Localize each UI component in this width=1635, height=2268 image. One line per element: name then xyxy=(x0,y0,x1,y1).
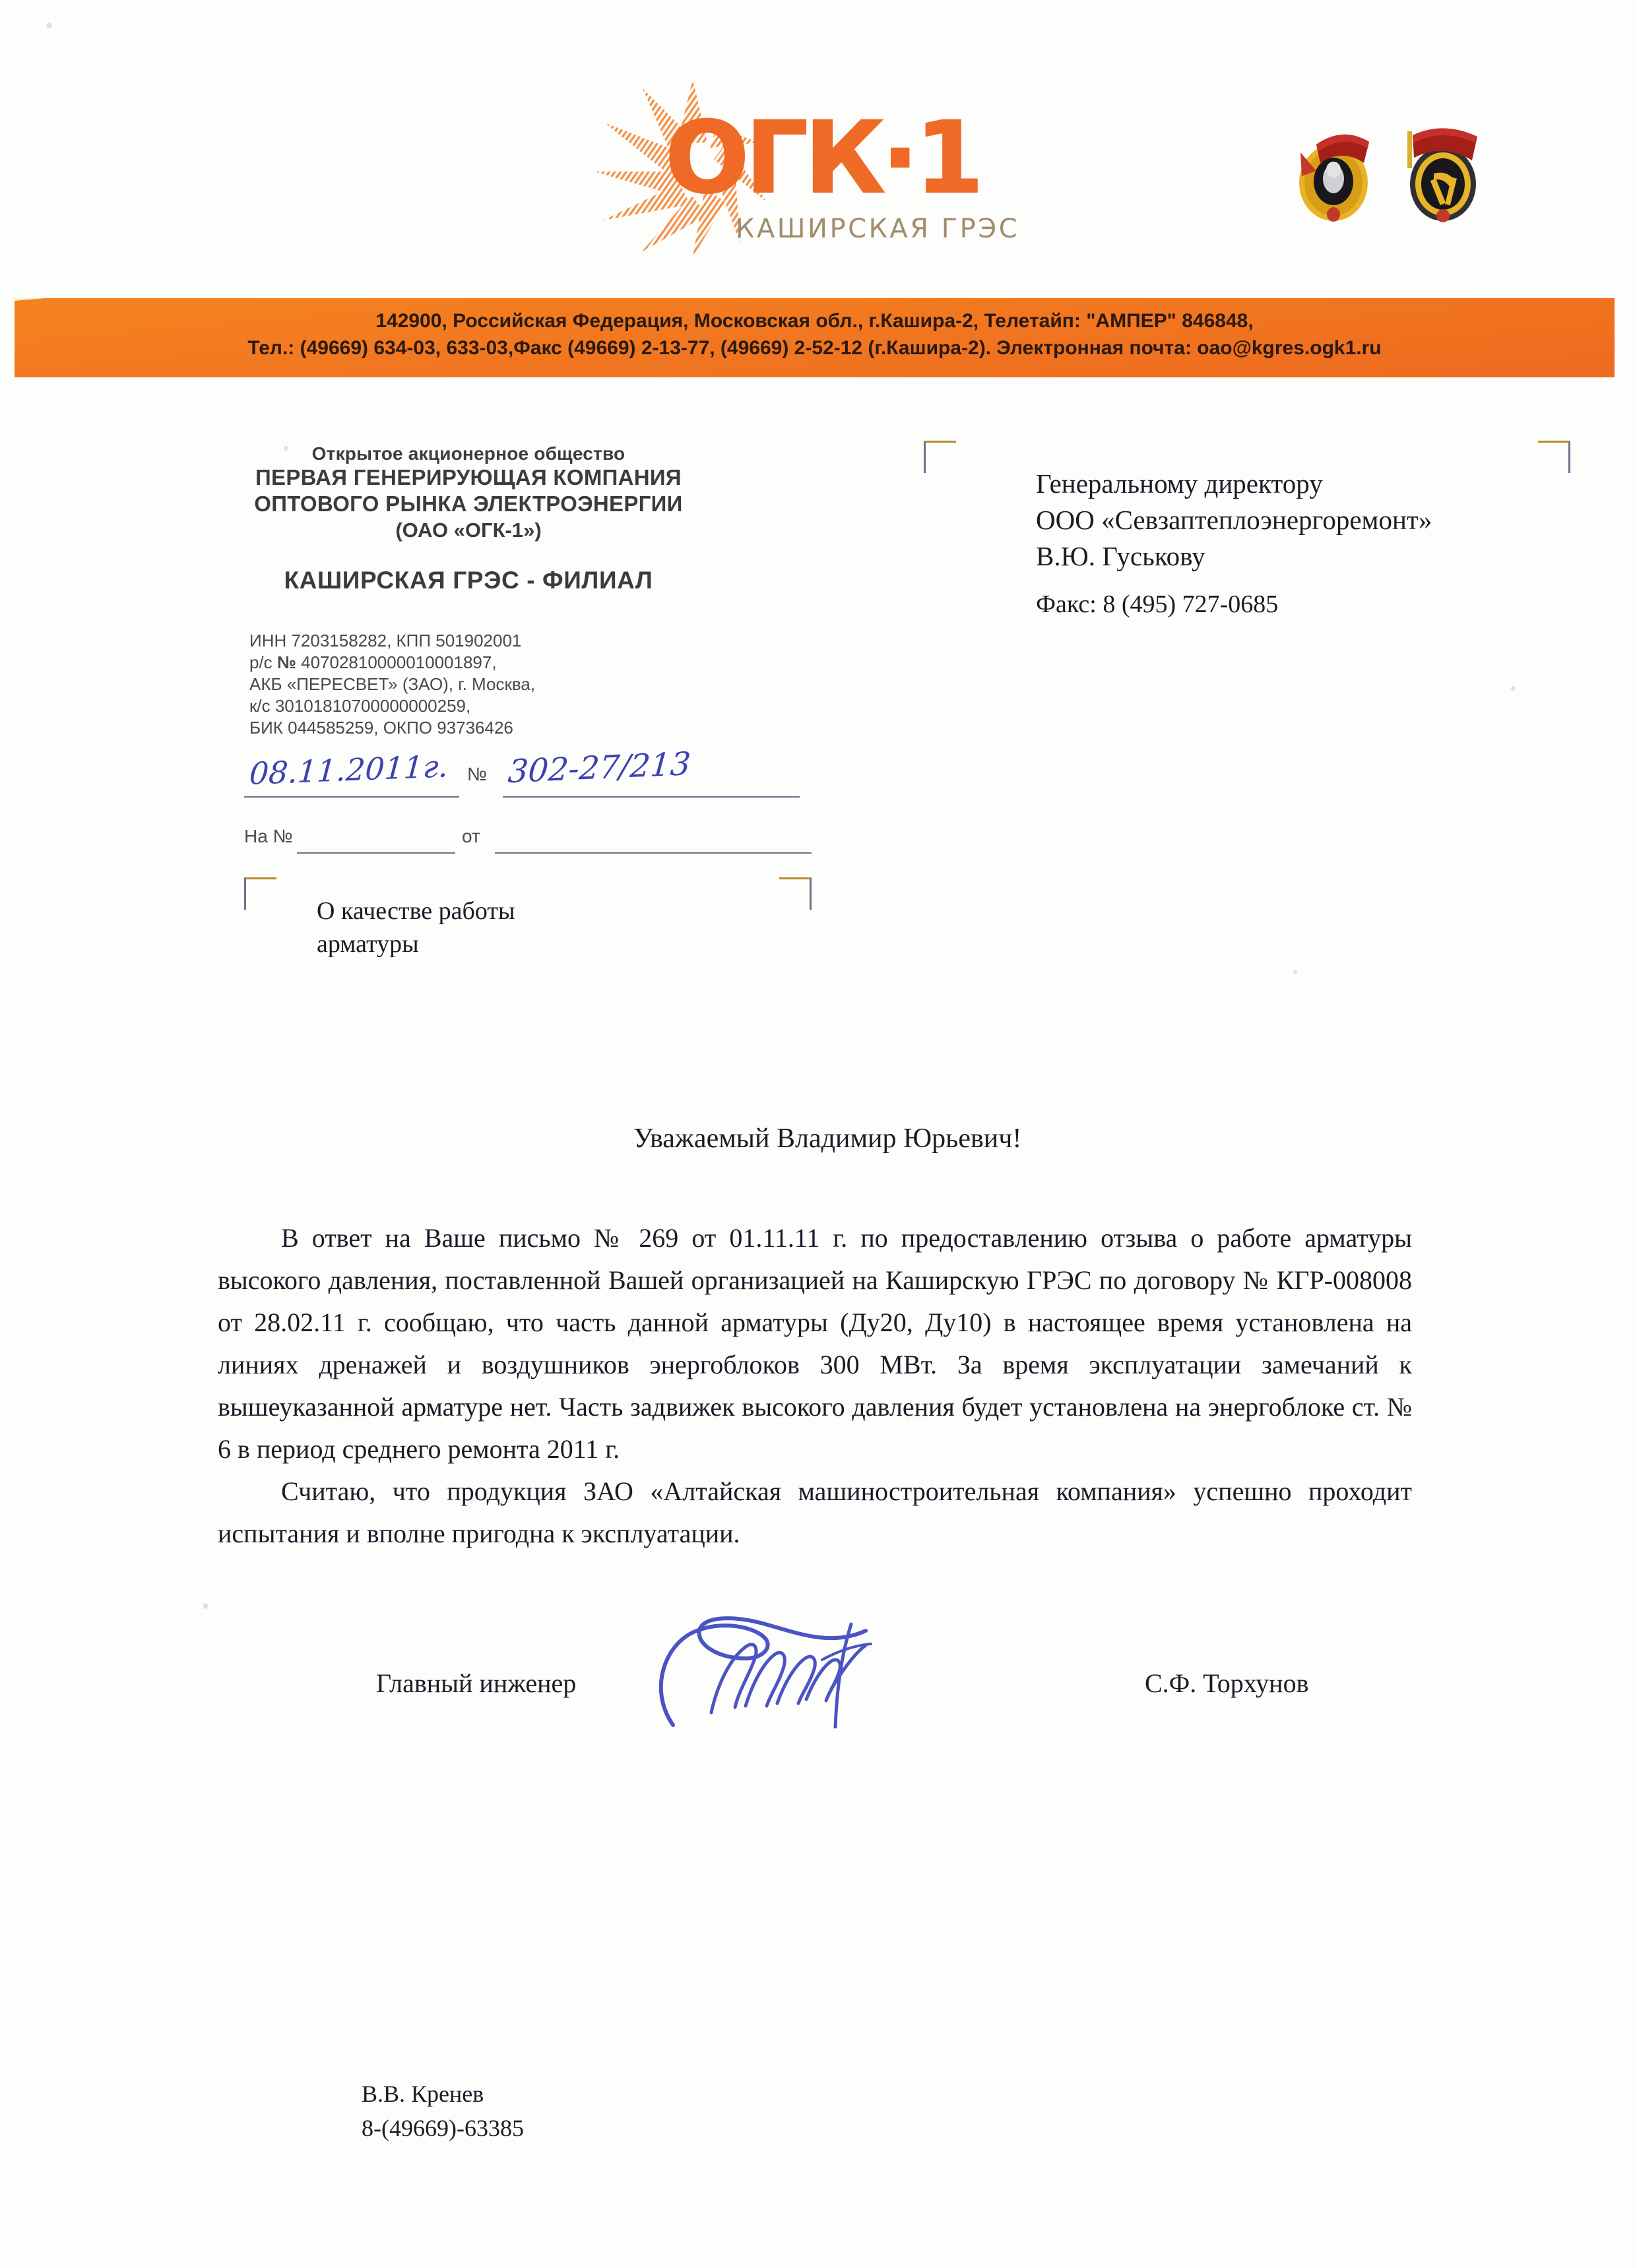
on-reference-label: На № xyxy=(244,826,293,846)
signer-title: Главный инженер xyxy=(376,1668,577,1698)
order-of-red-banner-of-labour-icon xyxy=(1395,122,1488,228)
inn-kpp-line: ИНН 7203158282, КПП 501902001 xyxy=(249,631,522,650)
account-number: 40702810000010001897, xyxy=(296,652,497,672)
org-short-name: (ОАО «ОГК-1») xyxy=(395,519,542,542)
logo-subtitle: КАШИРСКАЯ ГРЭС xyxy=(736,214,1020,244)
addressee-bracket-left xyxy=(924,441,956,473)
contact-banner xyxy=(15,298,1615,377)
subject-line-2: арматуры xyxy=(317,930,419,958)
logo-wordmark: ОГК·1 xyxy=(665,101,980,216)
state-orders xyxy=(1290,122,1508,228)
signer-name: С.Ф. Торхунов xyxy=(1145,1668,1309,1698)
on-reference-from-label: от xyxy=(462,826,480,846)
account-line xyxy=(249,652,711,674)
addressee-company: ООО «Севзаптеплоэнергоремонт» xyxy=(1036,505,1432,535)
subject-block xyxy=(244,877,812,957)
contact-address-line: 142900, Российская Федерация, Московская обл., г.Кашира-2, Телетайп: "АМПЕР" 846848, xyxy=(375,310,1254,332)
executor-name: В.В. Кренев xyxy=(362,2081,484,2107)
addressee-fax: Факс: 8 (495) 727-0685 xyxy=(1036,590,1279,618)
addressee-block xyxy=(924,441,1570,645)
on-reference-rule-1 xyxy=(297,852,455,854)
handwritten-document-number: 302-27/213 xyxy=(506,745,692,791)
account-prefix: р/с xyxy=(249,652,277,672)
letterhead-block xyxy=(218,443,719,594)
on-reference-rule-2 xyxy=(495,852,812,854)
addressee-lines xyxy=(1036,466,1432,575)
org-type: Открытое акционерное общество xyxy=(311,443,625,464)
salutation: Уважаемый Владимир Юрьевич! xyxy=(633,1123,1022,1154)
addressee-position: Генеральному директору xyxy=(1036,468,1323,499)
number-label: № xyxy=(467,764,488,784)
org-name-line-2: ОПТОВОГО РЫНКА ЭЛЕКТРОЭНЕРГИИ xyxy=(254,491,683,516)
branch-name: КАШИРСКАЯ ГРЭС - ФИЛИАЛ xyxy=(284,567,653,594)
on-reference-row xyxy=(244,823,812,856)
date-rule xyxy=(244,796,459,798)
bank-requisites xyxy=(249,630,711,739)
order-of-lenin-icon xyxy=(1290,122,1382,228)
signature-row xyxy=(218,1629,1405,1728)
company-logo xyxy=(594,73,1020,264)
handwritten-date: 08.11.2011г. xyxy=(248,748,449,792)
handwritten-signature xyxy=(633,1590,963,1728)
letter-body xyxy=(218,1217,1412,1555)
addressee-bracket-right xyxy=(1538,441,1570,473)
org-name-line-1: ПЕРВАЯ ГЕНЕРИРУЮЩАЯ КОМПАНИЯ xyxy=(255,465,682,489)
numero-sign: № xyxy=(276,652,296,672)
subject-text xyxy=(317,895,515,961)
executor-phone: 8-(49669)-63385 xyxy=(362,2115,524,2141)
subject-bracket-right xyxy=(779,877,812,910)
document-reference-row xyxy=(244,745,805,811)
bik-okpo-line: БИК 044585259, ОКПО 93736426 xyxy=(249,718,513,738)
body-paragraph-2: Считаю, что продукция ЗАО «Алтайская машиностроительная компания» успешно проходит испытания и вполне пригодна к эксплуатации. xyxy=(218,1476,1412,1548)
subject-bracket-left xyxy=(244,877,276,910)
number-rule xyxy=(503,796,800,798)
addressee-person: В.Ю. Гуськову xyxy=(1036,541,1205,571)
scan-speck xyxy=(1511,686,1516,691)
subject-line-1: О качестве работы xyxy=(317,897,515,925)
body-paragraph-1: В ответ на Ваше письмо № 269 от 01.11.11 г. по предоставлению отзыва о работе арматуры высокого давления, поставленной Вашей организацией на Каширскую ГРЭС по договору № КГР-008008 от 28.02.11 г. сообщаю, что часть данной арматуры (Ду20, Ду10) в настоящее время установлена на линиях дренажей и воздушников энергоблоков 300 МВт. За время эксплуатации замечаний к вышеуказанной арматуре нет. Часть задвижек высокого давления будет установлена на энергоблоке ст. № 6 в период среднего ремонта 2011 г. xyxy=(218,1223,1412,1464)
corr-account-line: к/с 30101810700000000259, xyxy=(249,696,471,716)
scan-speck xyxy=(1293,970,1297,974)
scan-speck xyxy=(46,22,52,28)
scan-speck xyxy=(203,1603,208,1609)
executor-block xyxy=(362,2077,524,2145)
contact-phone-line: Тел.: (49669) 634-03, 633-03,Факс (49669) 2-13-77, (49669) 2-52-12 (г.Кашира-2). Электронная почта: oao@kgres.ogk1.ru xyxy=(247,337,1382,359)
bank-name-line: АКБ «ПЕРЕСВЕТ» (ЗАО), г. Москва, xyxy=(249,674,536,694)
